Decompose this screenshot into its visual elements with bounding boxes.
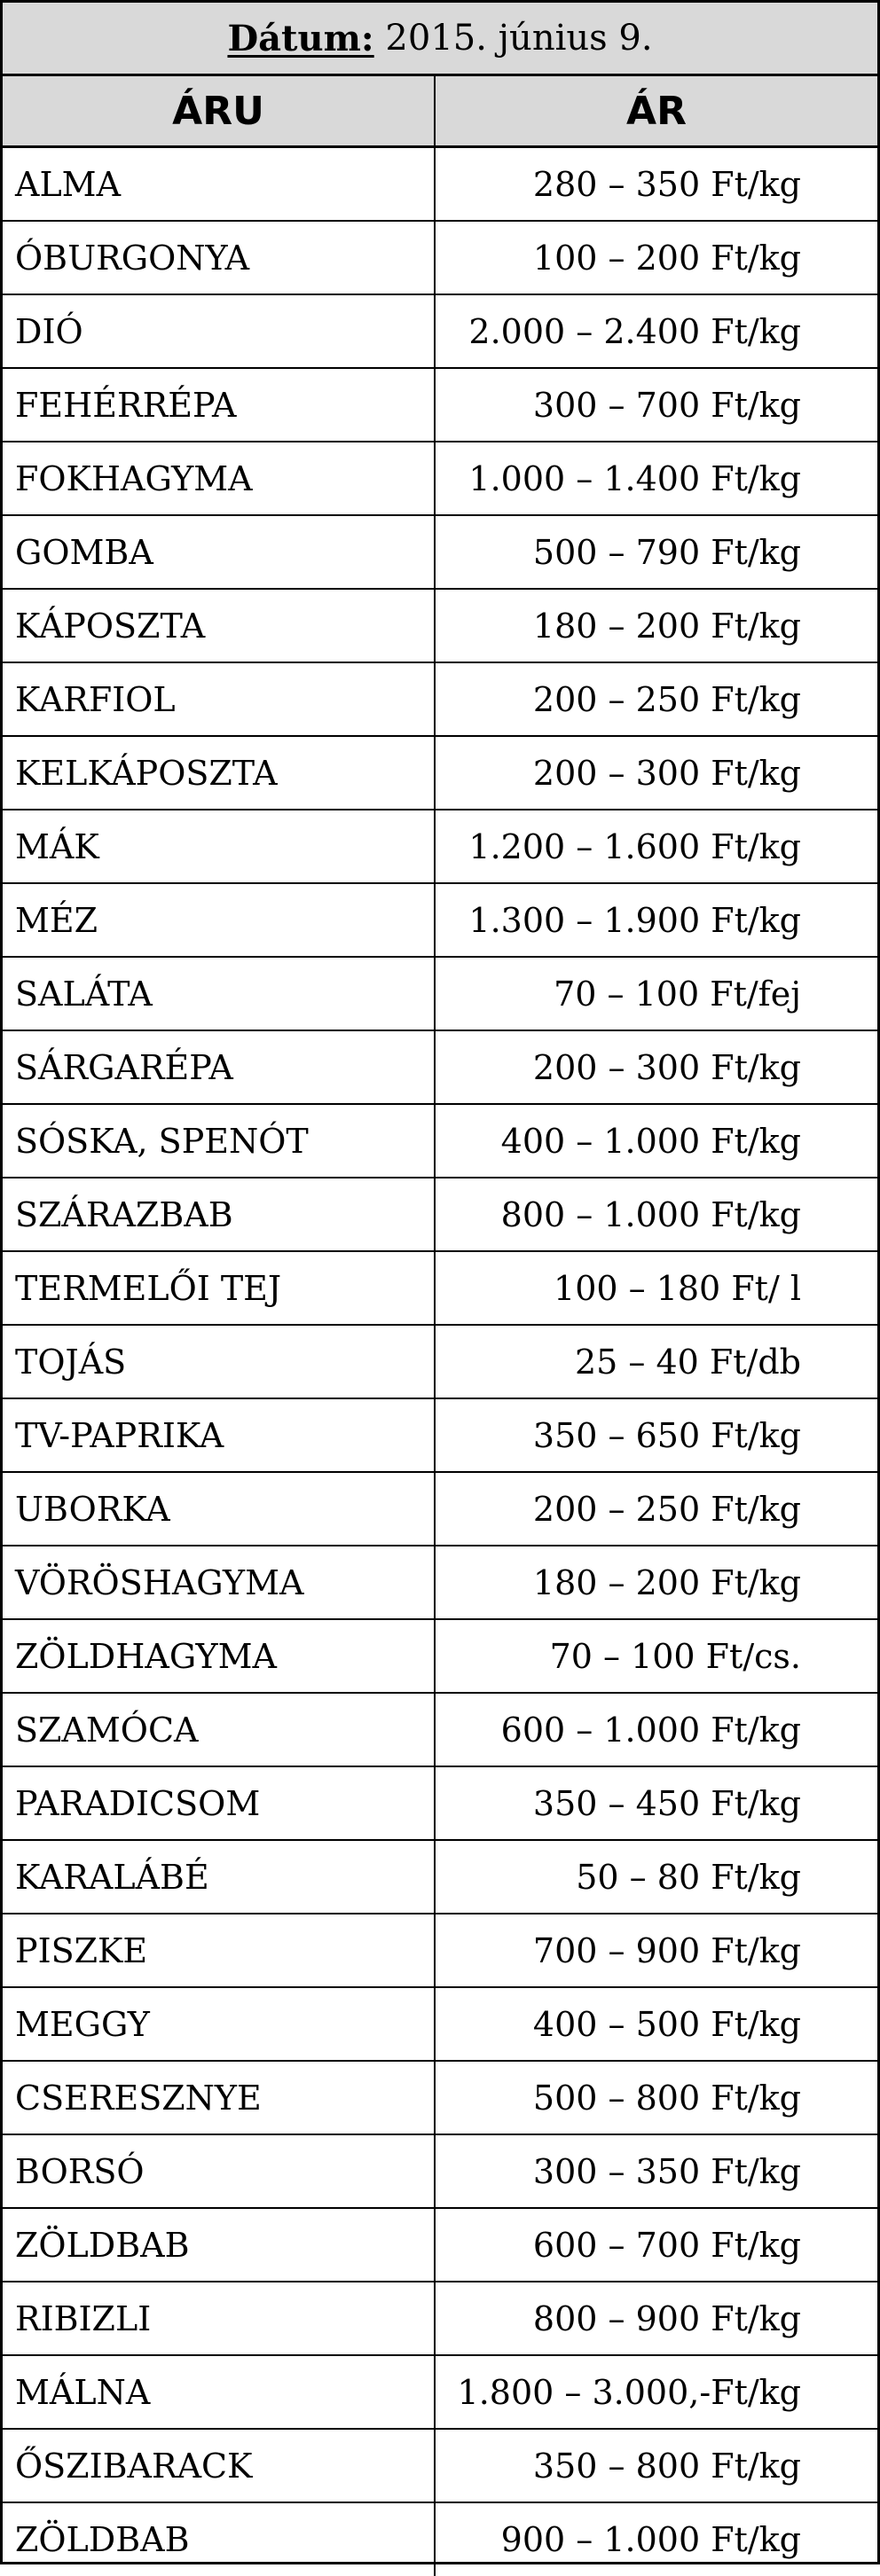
table-row [3, 148, 877, 222]
price-cell: 180 – 200 Ft/kg [532, 1562, 801, 1602]
item-name-cell: SALÁTA [3, 958, 436, 1030]
item-name-cell: ZÖLDHAGYMA [3, 1620, 436, 1692]
item-name-cell: ÓBURGONYA [3, 222, 436, 294]
table-row [3, 1252, 877, 1326]
table-row [3, 2356, 877, 2430]
price-cell: 200 – 300 Ft/kg [532, 753, 801, 793]
item-name-cell: ŐSZIBARACK [3, 2430, 436, 2502]
table-header-row [3, 76, 877, 148]
price-cell: 200 – 250 Ft/kg [532, 1489, 801, 1529]
price-cell: 600 – 700 Ft/kg [532, 2225, 801, 2265]
table-row [3, 884, 877, 958]
item-name-cell: ZÖLDBAB [3, 2503, 436, 2576]
item-name-cell: ALMA [3, 148, 436, 220]
table-row [3, 2430, 877, 2503]
table-row [3, 1694, 877, 1767]
price-cell: 70 – 100 Ft/fej [554, 974, 801, 1014]
item-name-cell: MÁLNA [3, 2356, 436, 2428]
item-name-cell: MEGGY [3, 1988, 436, 2060]
table-row [3, 442, 877, 516]
price-cell: 400 – 1.000 Ft/kg [500, 1121, 801, 1161]
item-name-cell: KÁPOSZTA [3, 590, 436, 662]
table-row [3, 516, 877, 590]
item-name-cell: BORSÓ [3, 2135, 436, 2207]
price-cell: 600 – 1.000 Ft/kg [500, 1710, 801, 1750]
item-name-cell: TERMELŐI TEJ [3, 1252, 436, 1324]
table-row [3, 369, 877, 442]
table-row [3, 737, 877, 810]
table-row [3, 1031, 877, 1105]
column-header-price: ÁR [626, 88, 687, 134]
item-name-cell: KARALÁBÉ [3, 1841, 436, 1913]
price-cell: 2.000 – 2.400 Ft/kg [468, 311, 801, 351]
table-row [3, 1914, 877, 1988]
column-header-item: ÁRU [3, 76, 436, 145]
item-name-cell: MÉZ [3, 884, 436, 956]
table-row [3, 810, 877, 884]
item-name-cell: SZAMÓCA [3, 1694, 436, 1766]
item-name-cell: TOJÁS [3, 1326, 436, 1398]
item-name-cell: MÁK [3, 810, 436, 882]
date-label: Dátum: [227, 17, 374, 59]
price-cell: 200 – 300 Ft/kg [532, 1047, 801, 1087]
price-cell: 350 – 800 Ft/kg [532, 2446, 801, 2486]
date-row [3, 3, 877, 76]
table-row [3, 1178, 877, 1252]
price-cell: 280 – 350 Ft/kg [532, 164, 801, 204]
item-name-cell: FEHÉRRÉPA [3, 369, 436, 441]
price-cell: 200 – 250 Ft/kg [532, 679, 801, 719]
price-cell: 70 – 100 Ft/cs. [549, 1636, 801, 1676]
table-body [3, 148, 877, 2576]
item-name-cell: UBORKA [3, 1473, 436, 1545]
price-cell: 800 – 1.000 Ft/kg [500, 1194, 801, 1234]
table-row [3, 222, 877, 295]
price-cell: 25 – 40 Ft/db [574, 1342, 801, 1382]
price-cell: 400 – 500 Ft/kg [532, 2004, 801, 2044]
price-cell: 350 – 650 Ft/kg [532, 1415, 801, 1455]
item-name-cell: PISZKE [3, 1914, 436, 1986]
item-name-cell: PARADICSOM [3, 1767, 436, 1839]
table-row [3, 1767, 877, 1841]
price-cell: 1.200 – 1.600 Ft/kg [468, 826, 801, 866]
item-name-cell: ZÖLDBAB [3, 2209, 436, 2281]
table-row [3, 663, 877, 737]
item-name-cell: KARFIOL [3, 663, 436, 735]
table-row [3, 2282, 877, 2356]
price-cell: 500 – 790 Ft/kg [532, 532, 801, 572]
table-row [3, 1473, 877, 1546]
price-cell: 700 – 900 Ft/kg [532, 1930, 801, 1970]
price-cell: 50 – 80 Ft/kg [576, 1857, 801, 1897]
price-cell: 350 – 450 Ft/kg [532, 1783, 801, 1823]
item-name-cell: TV-PAPRIKA [3, 1399, 436, 1471]
item-name-cell: SÓSKA, SPENÓT [3, 1105, 436, 1177]
price-cell: 900 – 1.000 Ft/kg [500, 2520, 801, 2559]
price-cell: 300 – 350 Ft/kg [532, 2151, 801, 2191]
item-name-cell: SÁRGARÉPA [3, 1031, 436, 1103]
table-row [3, 2503, 877, 2576]
item-name-cell: DIÓ [3, 295, 436, 367]
table-row [3, 2209, 877, 2282]
item-name-cell: KELKÁPOSZTA [3, 737, 436, 809]
table-row [3, 958, 877, 1031]
item-name-cell: VÖRÖSHAGYMA [3, 1546, 436, 1618]
item-name-cell: FOKHAGYMA [3, 442, 436, 514]
price-cell: 180 – 200 Ft/kg [532, 606, 801, 646]
table-row [3, 1546, 877, 1620]
price-cell: 500 – 800 Ft/kg [532, 2078, 801, 2118]
table-row [3, 1988, 877, 2062]
table-row [3, 1326, 877, 1399]
table-row [3, 295, 877, 369]
price-cell: 1.000 – 1.400 Ft/kg [468, 458, 801, 498]
item-name-cell: RIBIZLI [3, 2282, 436, 2354]
price-cell: 100 – 200 Ft/kg [532, 238, 801, 278]
price-cell: 100 – 180 Ft/ l [554, 1268, 801, 1308]
price-cell: 300 – 700 Ft/kg [532, 385, 801, 425]
item-name-cell: SZÁRAZBAB [3, 1178, 436, 1250]
table-row [3, 590, 877, 663]
price-cell: 1.300 – 1.900 Ft/kg [468, 900, 801, 940]
price-cell: 1.800 – 3.000,-Ft/kg [457, 2372, 801, 2412]
item-name-cell: CSERESZNYE [3, 2062, 436, 2134]
table-row [3, 1399, 877, 1473]
item-name-cell: GOMBA [3, 516, 436, 588]
price-cell: 800 – 900 Ft/kg [532, 2298, 801, 2338]
table-row [3, 1105, 877, 1178]
table-row [3, 2135, 877, 2209]
table-row [3, 1620, 877, 1694]
table-row [3, 1841, 877, 1914]
date-value: 2015. június 9. [385, 18, 653, 59]
table-row [3, 2062, 877, 2135]
